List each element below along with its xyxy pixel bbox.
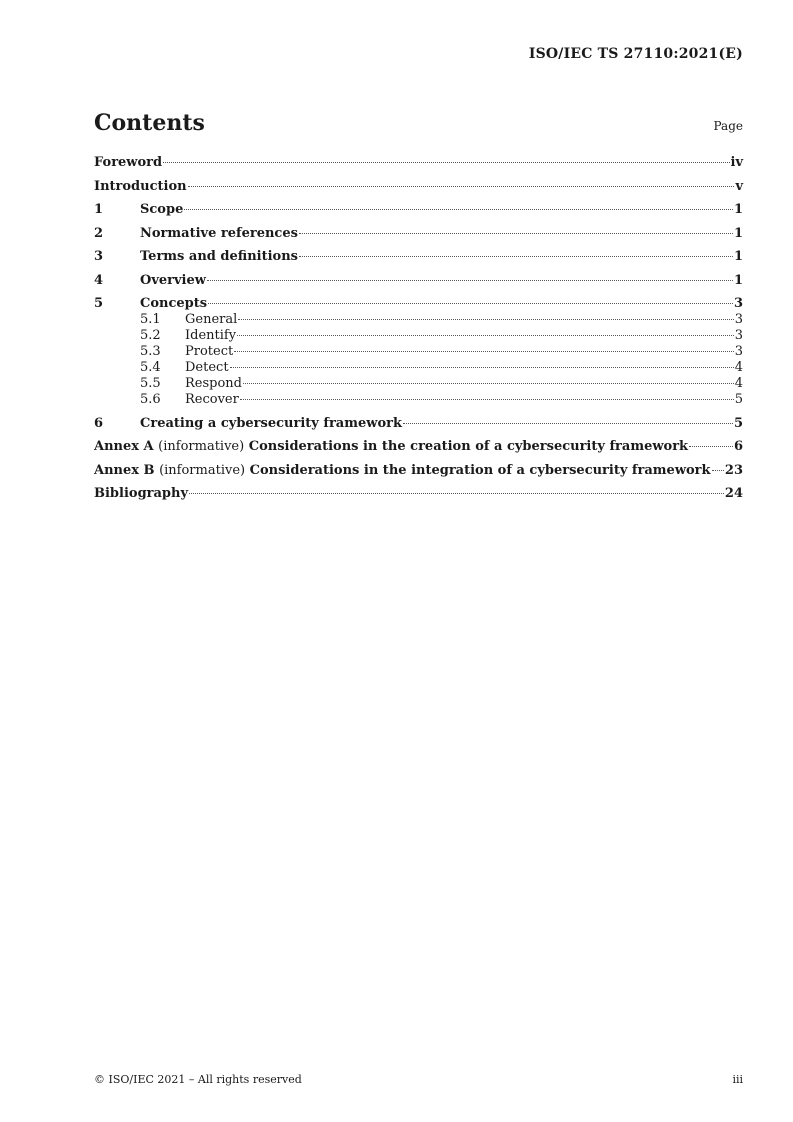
toc-entry-creating-framework[interactable] [94, 416, 743, 432]
toc-entry-overview[interactable] [94, 273, 743, 289]
dot-leader [188, 186, 735, 187]
toc-page: 3 [734, 312, 743, 327]
annex-label: Annex A [94, 439, 154, 454]
toc-number: 5.3 [140, 344, 161, 359]
toc-entry-foreword[interactable] [94, 155, 743, 171]
toc-title: Introduction [94, 178, 187, 194]
toc-title: Detect [185, 360, 229, 375]
toc-page: 1 [733, 202, 743, 217]
dot-leader [240, 399, 734, 400]
annex-title: Considerations in the creation of a cybersecurity framework [248, 439, 689, 454]
document-standard-number: ISO/IEC TS 27110:2021(E) [528, 46, 743, 62]
toc-entry-annex-a[interactable] [94, 439, 743, 455]
toc-number: 4 [94, 272, 104, 288]
copyright-notice: © ISO/IEC 2021 – All rights reserved [94, 1073, 302, 1086]
toc-page: 6 [733, 439, 743, 454]
toc-number: 5.5 [140, 376, 161, 391]
toc-title: Terms and definitions [140, 249, 298, 264]
toc-title: Scope [140, 202, 184, 217]
table-of-contents [94, 155, 743, 510]
dot-leader [163, 162, 729, 163]
dot-leader [234, 351, 734, 352]
toc-number: 6 [94, 415, 104, 431]
toc-title [94, 439, 688, 455]
toc-title: Protect [185, 344, 234, 359]
toc-page: 5 [734, 392, 743, 407]
toc-entry-terms-and-definitions[interactable] [94, 249, 743, 265]
annex-title: Considerations in the integration of a cybersecurity framework [249, 462, 711, 478]
dot-leader [184, 209, 733, 210]
contents-heading: Contents [94, 110, 205, 136]
toc-number: 5.2 [140, 328, 161, 343]
toc-title: Creating a cybersecurity framework [140, 415, 402, 431]
toc-number: 5.6 [140, 392, 161, 407]
toc-title: Respond [185, 376, 242, 391]
toc-page: 5 [733, 415, 743, 431]
toc-title: Identify [185, 328, 237, 343]
toc-entry-general[interactable] [94, 312, 743, 328]
toc-page: iv [730, 155, 743, 170]
toc-page: 4 [734, 360, 743, 375]
toc-title: Normative references [140, 225, 298, 241]
toc-number: 2 [94, 225, 104, 241]
toc-page: 23 [724, 462, 743, 478]
dot-leader [403, 423, 733, 424]
toc-number: 5.4 [140, 360, 161, 375]
toc-entry-recover[interactable] [94, 392, 743, 408]
toc-page: 3 [733, 296, 743, 311]
toc-entry-detect[interactable] [94, 360, 743, 376]
toc-page: v [735, 178, 743, 194]
toc-title: Bibliography [94, 486, 189, 501]
dot-leader [299, 233, 733, 234]
toc-entry-introduction[interactable] [94, 179, 743, 195]
toc-number: 3 [94, 249, 104, 264]
toc-entry-identify[interactable] [94, 328, 743, 344]
toc-page: 1 [733, 225, 743, 241]
dot-leader [299, 256, 733, 257]
toc-title: Foreword [94, 155, 163, 170]
page-column-label: Page [713, 119, 743, 133]
annex-kind: (informative) [158, 439, 245, 454]
annex-label: Annex B [94, 462, 155, 478]
toc-page: 4 [734, 376, 743, 391]
toc-page: 3 [734, 344, 743, 359]
page-number: iii [732, 1073, 743, 1086]
toc-page: 3 [734, 328, 743, 343]
dot-leader [207, 280, 733, 281]
dot-leader [230, 367, 734, 368]
toc-entry-respond[interactable] [94, 376, 743, 392]
toc-title: General [185, 312, 238, 327]
dot-leader [243, 383, 734, 384]
toc-entry-annex-b[interactable] [94, 463, 743, 479]
toc-number: 1 [94, 202, 104, 217]
toc-entry-scope[interactable] [94, 202, 743, 218]
toc-entry-concepts[interactable] [94, 296, 743, 312]
dot-leader [237, 335, 734, 336]
annex-kind: (informative) [159, 462, 246, 478]
toc-page: 24 [724, 486, 743, 501]
dot-leader [689, 446, 733, 447]
toc-title: Concepts [140, 296, 208, 311]
toc-entry-bibliography[interactable] [94, 486, 743, 502]
toc-page: 1 [733, 272, 743, 288]
toc-number: 5 [94, 296, 104, 311]
dot-leader [712, 470, 724, 471]
dot-leader [238, 319, 733, 320]
toc-number: 5.1 [140, 312, 161, 327]
toc-entry-normative-references[interactable] [94, 226, 743, 242]
dot-leader [208, 303, 733, 304]
toc-title [94, 463, 711, 479]
toc-title: Overview [140, 272, 206, 288]
toc-page: 1 [733, 249, 743, 264]
toc-title: Recover [185, 392, 239, 407]
toc-entry-protect[interactable] [94, 344, 743, 360]
dot-leader [189, 493, 724, 494]
